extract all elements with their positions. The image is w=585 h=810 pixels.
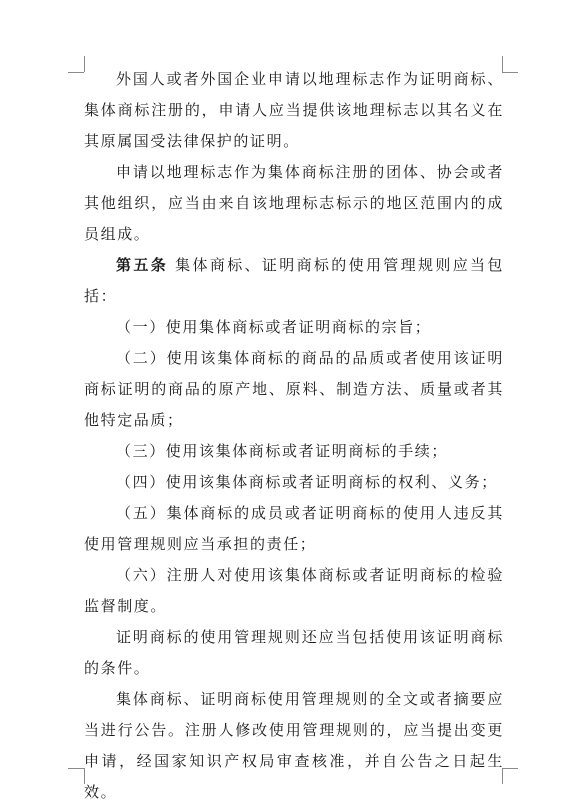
list-item-6: （六）注册人对使用该集体商标或者证明商标的检验监督制度。: [84, 566, 504, 615]
paragraph-certification-conditions: 证明商标的使用管理规则还应当包括使用该证明商标的条件。: [84, 628, 504, 677]
paragraph-publication-rules: 集体商标、证明商标使用管理规则的全文或者摘要应当进行公告。注册人修改使用管理规则的，应当提出变更申请，经国家知识产权局审查核准，并自公告之日起生效。: [84, 690, 504, 801]
list-item-4: （四）使用该集体商标或者证明商标的权利、义务；: [116, 473, 498, 491]
crop-mark-top-right-horizontal: [502, 72, 518, 73]
list-item-5: （五）集体商标的成员或者证明商标的使用人违反其使用管理规则应当承担的责任；: [84, 504, 504, 553]
list-item-3: （三）使用该集体商标或者证明商标的手续；: [116, 442, 449, 460]
crop-mark-top-left-horizontal: [68, 72, 84, 73]
crop-mark-bottom-right-horizontal: [502, 768, 518, 769]
list-item-1: （一）使用集体商标或者证明商标的宗旨；: [116, 318, 432, 336]
document-body: [84, 64, 504, 808]
article-heading: 第五条: [116, 256, 169, 274]
article-5-text: 集体商标、证明商标的使用管理规则应当包括：: [84, 256, 504, 305]
crop-mark-bottom-left-horizontal: [68, 768, 84, 769]
paragraph-article-5: [84, 250, 504, 312]
paragraph-collective-mark-members: 申请以地理标志作为集体商标注册的团体、协会或者其他组织，应当由来自该地理标志标示的地区范围内的成员组成。: [84, 163, 504, 243]
list-item-2: （二）使用该集体商标的商品的品质或者使用该证明商标证明的商品的原产地、原料、制造方法、质量或者其他特定品质；: [84, 349, 504, 429]
paragraph-foreign-applicant-proof: 外国人或者外国企业申请以地理标志作为证明商标、集体商标注册的，申请人应当提供该地理标志以其名义在其原属国受法律保护的证明。: [84, 70, 504, 150]
